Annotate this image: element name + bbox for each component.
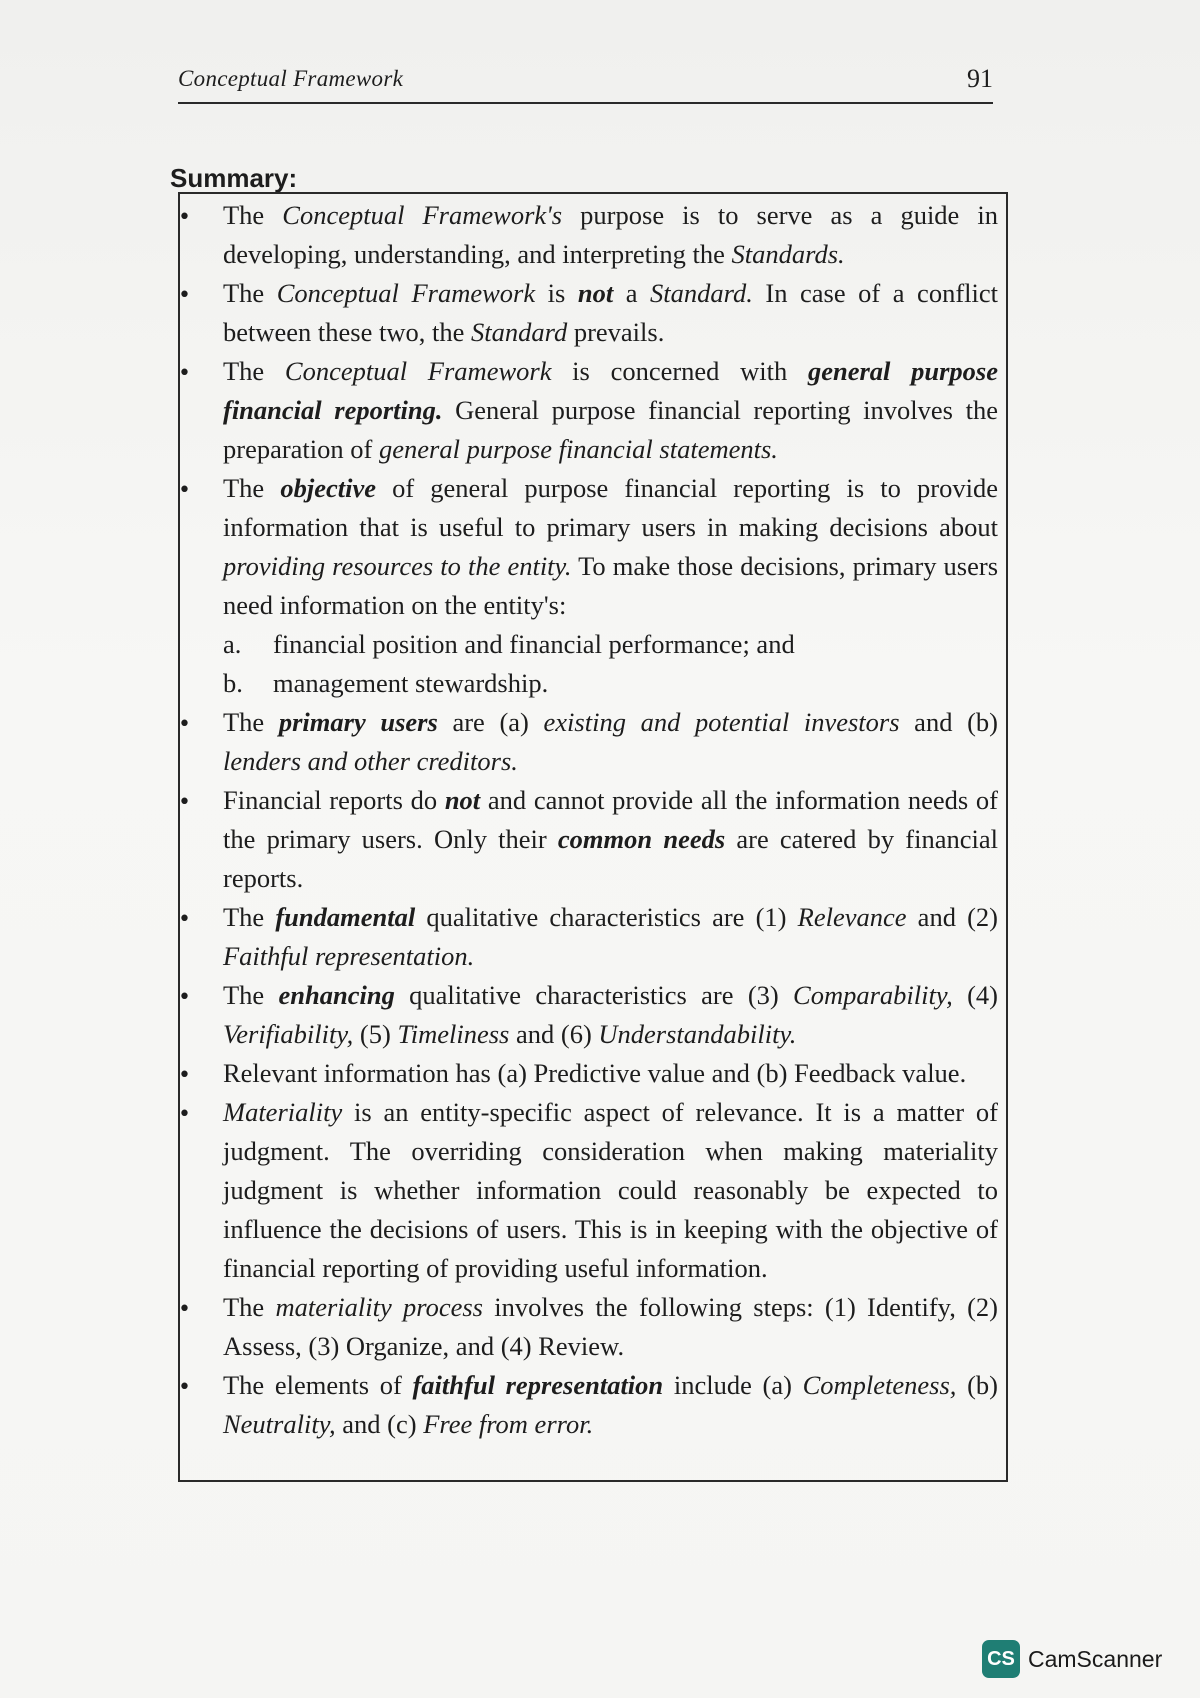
- summary-heading: Summary:: [170, 163, 298, 193]
- bullet-text-run: faithful representation: [412, 1370, 664, 1400]
- summary-bullet: [180, 781, 1010, 898]
- bullet-text-run: The: [223, 473, 281, 503]
- bullet-text-run: and cannot provide all the information needs of the primary users. Only their: [223, 785, 999, 854]
- summary-bullet: [180, 274, 1010, 352]
- bullet-text-run: The: [223, 200, 283, 230]
- page-number: 91: [967, 64, 993, 93]
- bullet-text-run: involves the following steps: (1) Identify, (2) Assess, (3) Organize, and (4) Review.: [223, 1292, 998, 1361]
- bullet-text-run: and (b): [899, 707, 998, 737]
- bullet-text-run: (b): [956, 1370, 998, 1400]
- objective-subitem: [223, 664, 998, 703]
- bullet-text-run: primary users: [278, 707, 438, 737]
- bullet-text-run: is an entity-specific aspect of relevance. It is a matter of judgment. The overriding consideration when making materiality judgment is whether information could reasonably be expected to influence the decisions of users. This is in keeping with the objective of financial reporting of providing useful information.: [223, 1097, 998, 1283]
- summary-bullet: [180, 703, 1010, 781]
- bullet-text-run: Relevance: [797, 902, 907, 932]
- objective-subitem: [223, 625, 998, 664]
- bullet-text-run: The: [223, 278, 277, 308]
- summary-box: [178, 192, 1008, 1482]
- bullet-text-run: In case of a conflict between these two, the: [223, 278, 998, 347]
- summary-bullet: [180, 1093, 1010, 1288]
- summary-bullet: [180, 898, 1010, 976]
- bullet-text-run: Completeness,: [802, 1370, 957, 1400]
- bullet-text-run: Financial reports do: [223, 785, 445, 815]
- summary-bullet: [180, 1288, 1010, 1366]
- bullet-text-run: lenders and other creditors.: [223, 746, 518, 776]
- subitem-text: management stewardship.: [273, 668, 549, 698]
- bullet-text-run: providing resources to the entity.: [223, 551, 572, 581]
- bullet-text-run: Faithful representation.: [223, 941, 475, 971]
- bullet-text-run: a: [613, 278, 651, 308]
- bullet-text-run: Free from error.: [423, 1409, 594, 1439]
- bullet-text-run: Verifiability,: [223, 1019, 354, 1049]
- bullet-text-run: purpose is to serve as a guide in developing, understanding, and interpreting the: [223, 200, 998, 269]
- summary-bullet: [180, 469, 1010, 703]
- bullet-text-run: and (2): [906, 902, 998, 932]
- bullet-text-run: Standard: [471, 317, 568, 347]
- bullet-text-run: Neutrality,: [223, 1409, 336, 1439]
- bullet-text-run: objective: [280, 473, 376, 503]
- bullet-text-run: The: [223, 707, 279, 737]
- running-title: Conceptual Framework: [178, 66, 404, 91]
- bullet-text-run: Understandability.: [598, 1019, 797, 1049]
- camscanner-logo-icon: CS: [982, 1640, 1020, 1678]
- bullet-text-run: (5): [353, 1019, 398, 1049]
- summary-bullet: [180, 1054, 1010, 1093]
- bullet-text-run: general purpose financial statements.: [379, 434, 778, 464]
- bullet-text-run: are catered by financial reports.: [223, 824, 998, 893]
- subitem-marker: b.: [223, 668, 243, 698]
- bullet-text-run: not: [444, 785, 481, 815]
- bullet-text-run: Conceptual Framework's: [282, 200, 563, 230]
- bullet-text-run: prevails.: [567, 317, 665, 347]
- bullet-text-run: and (c): [335, 1409, 424, 1439]
- bullet-text-run: Relevant information has (a) Predictive value and (b) Feedback value.: [223, 1058, 967, 1088]
- bullet-text-run: enhancing: [278, 980, 395, 1010]
- bullet-text-run: Standards.: [731, 239, 845, 269]
- bullet-text-run: materiality process: [275, 1292, 483, 1322]
- summary-bullet: [180, 196, 1010, 274]
- bullet-text-run: is concerned with: [551, 356, 808, 386]
- bullet-text-run: The: [223, 1292, 276, 1322]
- summary-bullet-list: [180, 196, 1010, 1444]
- bullet-text-run: The: [223, 902, 276, 932]
- bullet-text-run: qualitative characteristics are (1): [415, 902, 798, 932]
- bullet-text-run: common needs: [557, 824, 726, 854]
- bullet-text-run: Materiality: [223, 1097, 343, 1127]
- subitem-marker: a.: [223, 629, 242, 659]
- camscanner-brand: CamScanner: [1028, 1645, 1163, 1672]
- bullet-text-run: Timeliness: [397, 1019, 510, 1049]
- bullet-text-run: The: [223, 356, 285, 386]
- bullet-text-run: To make those decisions, primary users need information on the entity's:: [223, 551, 999, 620]
- bullet-text-run: not: [577, 278, 614, 308]
- bullet-text-run: Conceptual Framework: [284, 356, 552, 386]
- bullet-text-run: general purpose financial reporting.: [223, 356, 998, 425]
- bullet-text-run: and (6): [509, 1019, 599, 1049]
- bullet-text-run: existing and potential investors: [543, 707, 900, 737]
- summary-bullet: [180, 976, 1010, 1054]
- subitem-text: financial position and financial performance; and: [273, 629, 795, 659]
- bullet-text-run: Standard.: [650, 278, 753, 308]
- camscanner-watermark: [982, 1640, 1162, 1678]
- running-header: [178, 62, 993, 104]
- bullet-text-run: The: [223, 980, 279, 1010]
- bullet-text-run: The elements of: [223, 1370, 413, 1400]
- bullet-text-run: include (a): [663, 1370, 803, 1400]
- bullet-text-run: Comparability,: [793, 980, 953, 1010]
- bullet-text-run: qualitative characteristics are (3): [394, 980, 794, 1010]
- bullet-text-run: (4): [952, 980, 998, 1010]
- bullet-text-run: Conceptual Framework: [276, 278, 536, 308]
- bullet-text-run: are (a): [437, 707, 544, 737]
- bullet-text-run: is: [535, 278, 578, 308]
- summary-bullet: [180, 1366, 1010, 1444]
- objective-sublist: [223, 625, 998, 703]
- bullet-text-run: fundamental: [275, 902, 416, 932]
- bullet-text-run: General purpose financial reporting involves the preparation of: [223, 395, 998, 464]
- bullet-text-run: of general purpose financial reporting is to provide information that is useful to primary users in making decisions about: [223, 473, 998, 542]
- summary-bullet: [180, 352, 1010, 469]
